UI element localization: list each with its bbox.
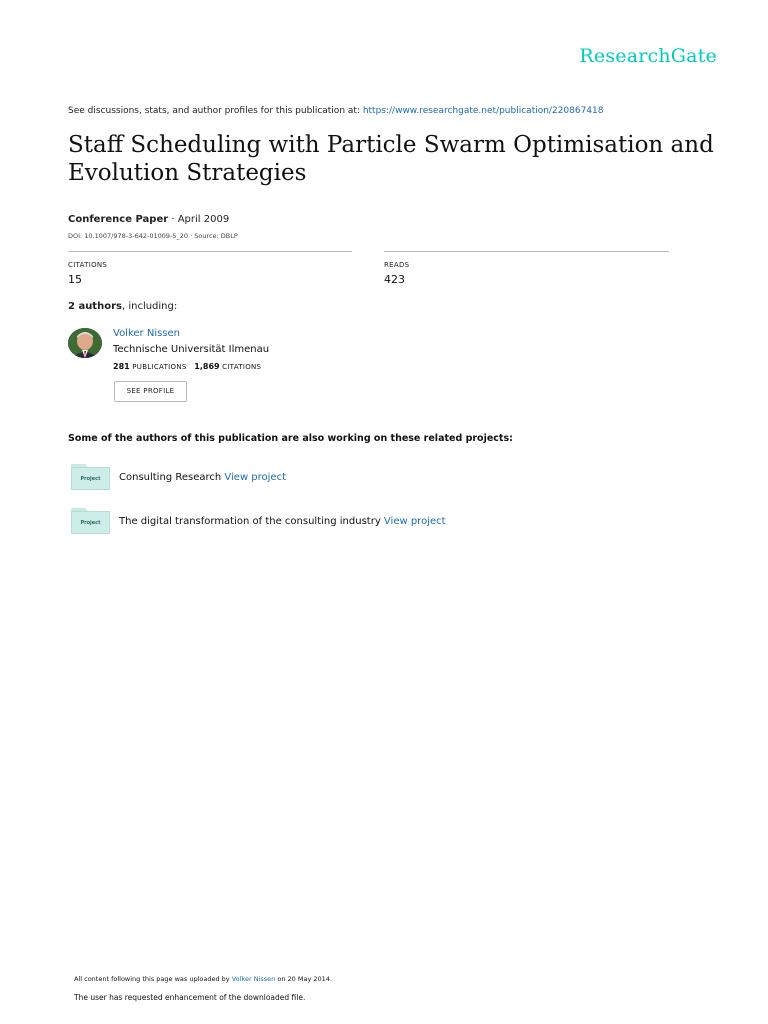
discussions-line (68, 106, 604, 116)
view-project-link[interactable]: View project (383, 516, 446, 527)
folder-label: Project (80, 520, 101, 526)
uploader-link[interactable]: Volker Nissen (231, 975, 276, 983)
view-project-link[interactable]: View project (224, 472, 287, 483)
folder-label: Project (80, 476, 101, 482)
project-item (119, 472, 286, 483)
reads-label: READS (384, 261, 410, 269)
authors-count-bold: 2 authors (68, 301, 122, 312)
authors-count-rest: , including: (121, 301, 178, 312)
enhancement-note: The user has requested enhancement of the downloaded file. (74, 993, 306, 1002)
author-photo-icon (68, 328, 102, 358)
publication-type: Conference Paper (68, 214, 169, 225)
project-name: Consulting Research (119, 472, 222, 483)
author-citations-count: 1,869 (194, 362, 220, 371)
reads-value: 423 (384, 273, 405, 286)
publication-date: · April 2009 (171, 214, 230, 225)
reads-divider (384, 251, 669, 252)
publication-url-link[interactable]: https://www.researchgate.net/publication/220867418 (362, 106, 604, 116)
citations-divider (68, 251, 352, 252)
author-stats (113, 362, 261, 371)
doi-line: DOI: 10.1007/978-3-642-01009-5_20 · Source: DBLP (68, 232, 238, 240)
citations-label: CITATIONS (68, 261, 108, 269)
related-projects-heading: Some of the authors of this publication are also working on these related projects: (68, 433, 513, 444)
author-citations-label: CITATIONS (222, 363, 262, 371)
project-item (119, 516, 446, 527)
project-folder-icon (71, 508, 110, 534)
publication-meta (68, 214, 229, 225)
researchgate-logo[interactable]: ResearchGate (579, 45, 717, 67)
upload-prefix: All content following this page was uploaded by (74, 975, 232, 983)
discussions-prefix: See discussions, stats, and author profiles for this publication at: (68, 106, 363, 116)
publication-title: Staff Scheduling with Particle Swarm Optimisation and Evolution Strategies (68, 132, 714, 186)
project-folder-icon (71, 464, 110, 490)
authors-count (68, 301, 177, 312)
author-avatar[interactable] (68, 328, 102, 358)
citations-value: 15 (68, 273, 82, 286)
project-name: The digital transformation of the consulting industry (119, 516, 381, 527)
author-publications-count: 281 (113, 362, 130, 371)
author-name-link[interactable]: Volker Nissen (113, 328, 181, 339)
see-profile-button[interactable]: SEE PROFILE (114, 381, 187, 402)
upload-suffix: on 20 May 2014. (275, 975, 332, 983)
upload-note (74, 975, 332, 983)
author-institution: Technische Universität Ilmenau (113, 344, 270, 355)
author-publications-label: PUBLICATIONS (132, 363, 187, 371)
